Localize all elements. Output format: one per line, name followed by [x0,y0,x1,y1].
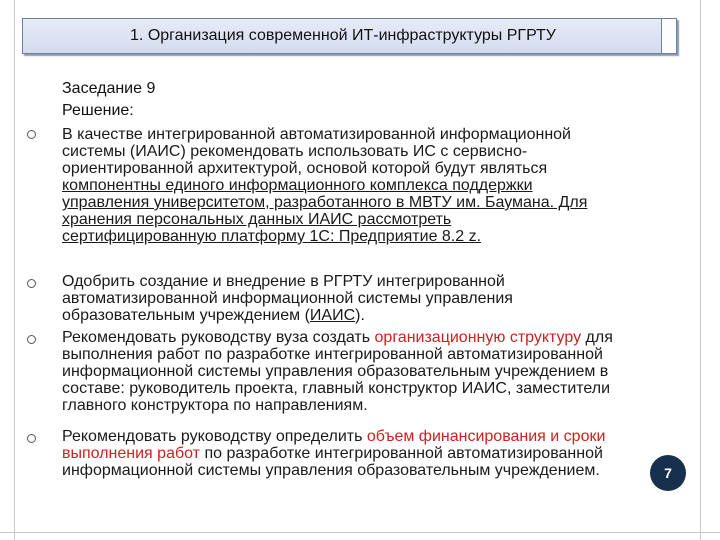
text-segment: автоматизированной информационной системы управления [62,290,513,307]
text-segment: Рекомендовать руководству определить [62,428,367,445]
bullet-paragraph-2 [62,273,662,324]
text-line [62,194,662,211]
bullet-paragraph-4 [62,428,662,479]
text-line [62,363,662,380]
text-line [62,445,662,462]
text-segment: ИАИС [309,307,356,324]
text-segment: по разработке интегрированной автоматизированной [200,445,603,462]
title-cap [661,19,676,53]
bullet-paragraph-3 [62,329,662,414]
meeting-heading: Заседание 9 [62,80,156,97]
text-segment: образовательным учреждением ( [62,307,310,324]
text-segment: компонентны единого информационного комплекса поддержки [62,177,533,194]
text-line [62,211,662,228]
frame-line-right [700,0,701,540]
text-segment: ориентированной архитектурой, основой которой будут являться [62,160,548,177]
text-line [62,160,662,177]
text-line [62,126,662,143]
text-segment: хранения персональных данных ИАИС рассмотреть [62,211,452,228]
text-line [62,273,662,290]
text-segment: главного конструктора по направлениям. [62,397,368,414]
frame-line-bottom [0,532,720,533]
slide-title: 1. Организация современной ИТ-инфраструктуры РГРТУ [130,27,556,44]
bullet-icon [27,279,36,288]
text-segment: для [581,329,613,346]
highlight-text: объем финансирования и сроки [366,428,606,445]
bullet-icon [27,130,36,139]
text-line [62,462,662,479]
text-line [62,177,662,194]
bullet-icon [27,434,36,443]
text-line [62,143,662,160]
text-line [62,307,662,324]
highlight-text: организационную структуру [374,329,582,346]
decision-heading: Решение: [62,102,134,119]
text-segment: управления университетом, разработанного в МВТУ им. Баумана. Для [62,194,588,211]
text-line [62,228,662,245]
text-segment: В качестве интегрированной автоматизированной информационной [62,126,571,143]
text-segment: ). [355,307,365,324]
text-line [62,329,662,346]
bullet-paragraph-1 [62,126,662,245]
text-segment: Одобрить создание и внедрение в РГРТУ интегрированной [62,273,505,290]
page-number-badge: 7 [650,455,686,491]
text-segment: информационной системы управления образовательным учреждением в [62,363,609,380]
text-line [62,397,662,414]
text-line [62,290,662,307]
text-segment: составе: руководитель проекта, главный конструктор ИАИС, заместители [62,380,611,397]
title-bar [22,18,677,54]
text-segment: выполнения работ по разработке интегрированной автоматизированной [62,346,603,363]
text-segment: сертифицированную платформу 1С: Предприятие 8.2 z. [62,228,482,245]
text-line [62,346,662,363]
text-segment: информационной системы управления образовательным учреждением. [62,462,600,479]
frame-line-left [14,0,15,540]
text-segment: Рекомендовать руководству вуза создать [62,329,375,346]
text-segment: системы (ИАИС) рекомендовать использовать ИС с сервисно- [62,143,528,160]
bullet-icon [27,335,36,344]
highlight-text: выполнения работ [62,445,200,462]
text-line [62,380,662,397]
text-line [62,428,662,445]
